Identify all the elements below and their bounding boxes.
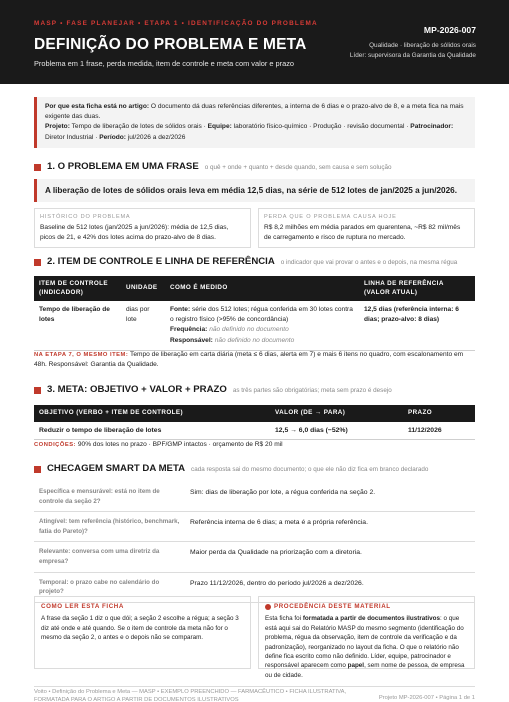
smart-question: Relevante: conversa com uma diretriz da empresa?: [34, 542, 185, 572]
smart-answer: Maior perda da Qualidade na priorização com a diretoria.: [185, 542, 475, 572]
sponsor-text: Diretor Industrial ·: [45, 133, 100, 141]
table-header-row: [34, 276, 475, 301]
smart-check-table: [34, 482, 475, 603]
frequency-line: [170, 325, 354, 335]
provenance-part: : o que está aqui sai do Relatório MASP do mesmo segmento (identificação do problema, régua da observação, item de controle da verificação e da padronização), reorganizado no layout da ficha. O que o relatório não define fica escrito como não definido. Líder, equipe, patrocinador e responsável aparecem como: [265, 615, 464, 670]
leader-line: Líder: supervisora da Garantia da Qualidade: [349, 51, 476, 59]
conditions-text: 90% dos lotes no prazo · BPF/GMP intactos · orçamento de R$ 20 mil: [76, 441, 283, 448]
col-unit: UNIDADE: [121, 276, 165, 301]
period-label: Período:: [99, 133, 126, 141]
smart-question: Específica e mensurável: está no item de controle da seção 2?: [34, 482, 185, 512]
loss-label: PERDA QUE O PROBLEMA CAUSA HOJE: [264, 214, 397, 220]
section-1-title: 1. O PROBLEMA EM UMA FRASE: [47, 161, 199, 172]
section-marker: [34, 387, 41, 394]
provenance-bold: papel: [347, 662, 365, 670]
section-marker: [34, 466, 41, 473]
alert-dot-icon: [265, 604, 271, 610]
section-3-hint: as três partes são obrigatórias; meta sem prazo é desejo: [232, 387, 392, 394]
section-1-heading: [34, 161, 392, 174]
objective-cell: Reduzir o tempo de liberação de lotes: [34, 422, 270, 440]
article-notice: [34, 97, 475, 148]
source-label: Fonte:: [170, 306, 191, 313]
smart-question: Atingível: tem referência (histórico, benchmark, fatia do Pareto)?: [34, 512, 185, 542]
breadcrumb: MASP • FASE PLANEJAR • ETAPA 1 • IDENTIFICAÇÃO DO PROBLEMA: [34, 20, 318, 27]
project-label: Projeto:: [45, 123, 70, 131]
provenance-title: PROCEDÊNCIA DESTE MATERIAL: [274, 603, 391, 610]
page-title: DEFINIÇÃO DO PROBLEMA E META: [34, 36, 307, 53]
goal-table: [34, 405, 475, 440]
history-text: Baseline de 512 lotes (jan/2025 a jun/2026): média de 12,5 dias, picos de 21, e 42% dos lotes acima do prazo-alvo de 8 dias.: [40, 224, 229, 241]
table-row: [34, 301, 475, 350]
provenance-bold: formatada a partir de documentos ilustrativos: [302, 615, 440, 623]
col-measure: COMO É MEDIDO: [165, 276, 359, 301]
step7-note: [34, 350, 475, 370]
notice-why: [45, 102, 468, 122]
table-row: [34, 422, 475, 440]
col-item: ITEM DE CONTROLE (INDICADOR): [34, 276, 121, 301]
why-label: Por que esta ficha está no artigo:: [45, 103, 150, 110]
col-objective: OBJETIVO (VERBO + ITEM DE CONTROLE): [34, 405, 270, 422]
sponsor-label: Patrocinador:: [410, 123, 454, 131]
conditions-label: CONDIÇÕES:: [34, 442, 77, 448]
how-to-read-text: A frase da seção 1 diz o que dói; a seção 2 escolhe a régua; a seção 3 diz até onde e até quando. Se o item de controle da meta não for o mesmo da seção 2, o antes e o depois não se comparam.: [41, 615, 239, 642]
measure-cell: [165, 301, 359, 350]
footer-right: Projeto MP-2026-007 • Página 1 de 1: [378, 695, 475, 701]
problem-statement: A liberação de lotes de sólidos orais leva em média 12,5 dias, na série de 512 lotes de jan/2025 a jun/2026.: [34, 179, 475, 202]
responsible-text: não definido no documento: [212, 336, 295, 344]
frequency-label: Frequência:: [170, 326, 208, 334]
section-4-hint: cada resposta sai do mesmo documento; o que ele não diz fica em branco declarado: [191, 466, 429, 473]
control-item-table: [34, 276, 475, 351]
smart-answer: Prazo 11/12/2026, dentro do período jul/2026 a dez/2026.: [185, 572, 475, 602]
loss-box: [258, 208, 475, 248]
section-2-title: 2. ITEM DE CONTROLE E LINHA DE REFERÊNCIA: [47, 256, 275, 267]
unit-cell: dias por lote: [121, 301, 165, 350]
how-to-read-title: COMO LER ESTA FICHA: [41, 603, 124, 610]
responsible-label: Responsável:: [170, 336, 213, 344]
section-marker: [34, 259, 41, 266]
loss-text: R$ 8,2 milhões em média parados em quarentena, ~R$ 82 mil/mês de carregamento e risco de ruptura no mercado.: [264, 224, 461, 241]
page-subtitle: Problema em 1 frase, perda medida, item de controle e meta com valor e prazo: [34, 59, 295, 68]
team-label: Equipe:: [207, 123, 232, 131]
conditions-note: [34, 440, 475, 450]
col-deadline: PRAZO: [403, 405, 475, 422]
step7-text: Tempo de liberação em carta diária (meta ≤ 6 dias, alerta em 7) e mais 6 itens no quadro, com escalonamento em 48h. Responsável: Garantia da Qualidade.: [34, 351, 464, 369]
smart-question: Temporal: o prazo cabe no calendário do projeto?: [34, 572, 185, 602]
source-line: [170, 305, 354, 325]
footer-left: Voito • Definição do Problema e Meta — MASP • EXEMPLO PREENCHIDO — FARMACÊUTICO • FICHA ILUSTRATIVA, FORMATADA PARA O ARTIGO A PARTIR DE DOCUMENTOS ILUSTRATIVOS: [34, 689, 347, 702]
table-header-row: [34, 405, 475, 422]
table-row: [34, 512, 475, 542]
step7-label: NA ETAPA 7, O MESMO ITEM:: [34, 352, 129, 358]
history-label: HISTÓRICO DO PROBLEMA: [40, 214, 131, 220]
deadline-cell: 11/12/2026: [403, 422, 475, 440]
provenance-part: , sem nome de pessoa, de empresa ou de cidade.: [265, 662, 465, 679]
col-value: VALOR (DE → PARA): [270, 405, 403, 422]
how-to-read-card: [34, 596, 251, 669]
provenance-part: Esta ficha foi: [265, 615, 303, 623]
section-2-heading: [34, 256, 457, 269]
smart-answer: Referência interna de 6 dias; a meta é a própria referência.: [185, 512, 475, 542]
project-text: Tempo de liberação de lotes de sólidos orais ·: [69, 123, 208, 131]
header: [0, 0, 509, 84]
section-3-heading: [34, 384, 392, 397]
section-3-title: 3. META: OBJETIVO + VALOR + PRAZO: [47, 384, 227, 395]
table-row: [34, 482, 475, 512]
section-1-hint: o quê + onde + quanto + desde quando, sem causa e sem solução: [204, 164, 392, 171]
source-text: série dos 512 lotes; régua conferida em 30 lotes contra o registro físico (>95% de concordância): [170, 306, 353, 324]
section-4-title: CHECAGEM SMART DA META: [47, 463, 186, 474]
responsible-line: [170, 336, 354, 346]
item-cell: Tempo de liberação de lotes: [34, 301, 121, 350]
history-box: [34, 208, 251, 248]
reference-cell: 12,5 dias (referência interna: 6 dias; prazo-alvo: 8 dias): [359, 301, 475, 350]
table-row: [34, 542, 475, 572]
notice-project: [45, 122, 468, 142]
period-text: jul/2026 a dez/2026: [125, 133, 186, 141]
provenance-card: [258, 596, 475, 679]
header-meta: [350, 25, 476, 60]
value-cell: 12,5 → 6,0 dias (−52%): [270, 422, 403, 440]
smart-answer: Sim: dias de liberação por lote, a régua conferida na seção 2.: [185, 482, 475, 512]
provenance-text: [265, 614, 468, 680]
team-text: laboratório físico-químico · Produção · revisão documental ·: [231, 123, 411, 131]
col-reference: LINHA DE REFERÊNCIA (VALOR ATUAL): [359, 276, 475, 301]
footer: [34, 686, 475, 702]
area-line: Qualidade · liberação de sólidos orais: [369, 41, 476, 49]
frequency-text: não definido no documento: [207, 326, 289, 334]
provenance-heading: [265, 602, 468, 611]
section-2-hint: o indicador que vai provar o antes e o depois, na mesma régua: [280, 259, 458, 266]
project-code: MP-2026-007: [423, 25, 476, 35]
section-marker: [34, 164, 41, 171]
header-meta-text: [350, 41, 476, 61]
why-text: O documento dá duas referências diferentes, a interna de 6 dias e o prazo-alvo de 8, e a meta fica na mais exigente das duas.: [45, 103, 464, 121]
section-4-heading: [34, 463, 428, 476]
